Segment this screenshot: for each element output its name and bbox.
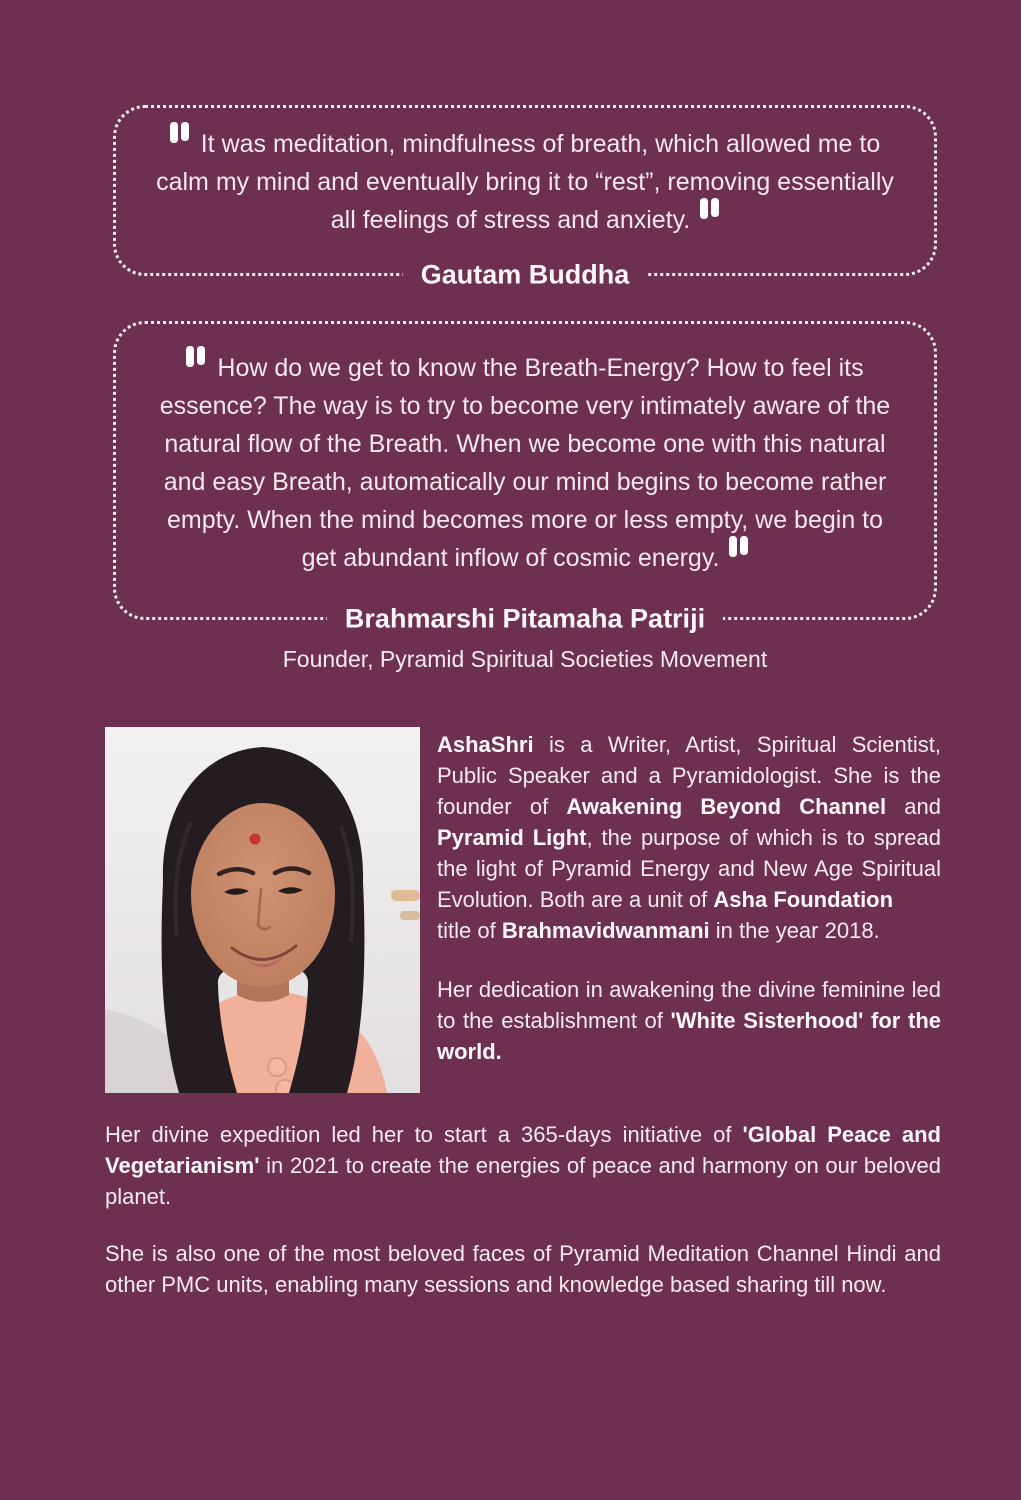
quote-card-buddha — [113, 105, 937, 290]
bio-paragraph-3 — [105, 1119, 941, 1212]
quote-text-patriji — [116, 335, 934, 607]
author-bio-bottom — [105, 1119, 941, 1326]
text-segment: Her divine expedition led her to start a 365-days initiative of — [105, 1122, 743, 1147]
author-bio-column — [437, 729, 941, 1095]
bindi — [250, 834, 261, 845]
text-segment: is a Writer, Artist, Spiritual Scientist, Public Speaker and a Pyramidologist. She is the founder of — [437, 732, 941, 819]
attribution-subtitle: Founder, Pyramid Spiritual Societies Movement — [282, 646, 768, 672]
text-segment: 'White Sisterhood' for the world. — [437, 1008, 942, 1064]
text-segment: and — [886, 794, 942, 819]
quote-attribution-patriji: Brahmarshi Pitamaha Patriji — [327, 604, 723, 635]
text-segment: Brahmavidwanmani — [501, 918, 710, 943]
author-portrait-illustration — [105, 727, 420, 1093]
bio-paragraph-1 — [437, 729, 941, 946]
text-segment: Pyramid Light — [437, 825, 587, 850]
open-quote-icon — [170, 122, 189, 143]
text-segment: in 2021 to create the energies of peace and harmony on our beloved planet. — [105, 1153, 941, 1209]
text-segment: She is also one of the most beloved faces of Pyramid Meditation Channel Hindi and other PMC units, enabling many sessions and knowledge based sharing till now. — [105, 1241, 941, 1297]
text-segment: in the year 2018. — [709, 918, 880, 943]
open-quote-icon — [186, 346, 205, 367]
quote-text-buddha — [116, 119, 934, 263]
close-quote-icon — [729, 536, 748, 557]
close-quote-icon — [700, 198, 719, 219]
text-segment: Asha Foundation — [713, 887, 894, 912]
text-segment: , the purpose of which is to spread the light of Pyramid Energy and New Age Spiritual Evolution. Both are a unit of — [437, 825, 941, 912]
bio-paragraph-4 — [105, 1238, 941, 1300]
text-segment: 'Global Peace and Vegetarianism' — [105, 1122, 941, 1178]
quote-card-patriji — [113, 321, 937, 634]
quote-body: It was meditation, mindfulness of breath, which allowed me to calm my mind and eventually bring it to “rest”, removing essentially all feelings of stress and anxiety. — [156, 129, 894, 234]
quote-attribution-buddha: Gautam Buddha — [403, 260, 648, 291]
text-segment: title of — [437, 918, 502, 943]
author-photo — [105, 727, 420, 1093]
text-segment: Her dedication in awakening the divine feminine led to the establishment of — [437, 977, 941, 1033]
quote-body: How do we get to know the Breath-Energy? How to feel its essence? The way is to try to become very intimately aware of the natural flow of the Breath. When we become one with this natural and easy Breath, automatically our mind begins to become rather empty. When the mind becomes more or less empty, we begin to get abundant inflow of cosmic energy. — [159, 353, 891, 572]
bio-paragraph-2 — [437, 974, 941, 1067]
text-segment: Awakening Beyond Channel — [566, 794, 887, 819]
text-segment: AshaShri — [437, 732, 534, 757]
